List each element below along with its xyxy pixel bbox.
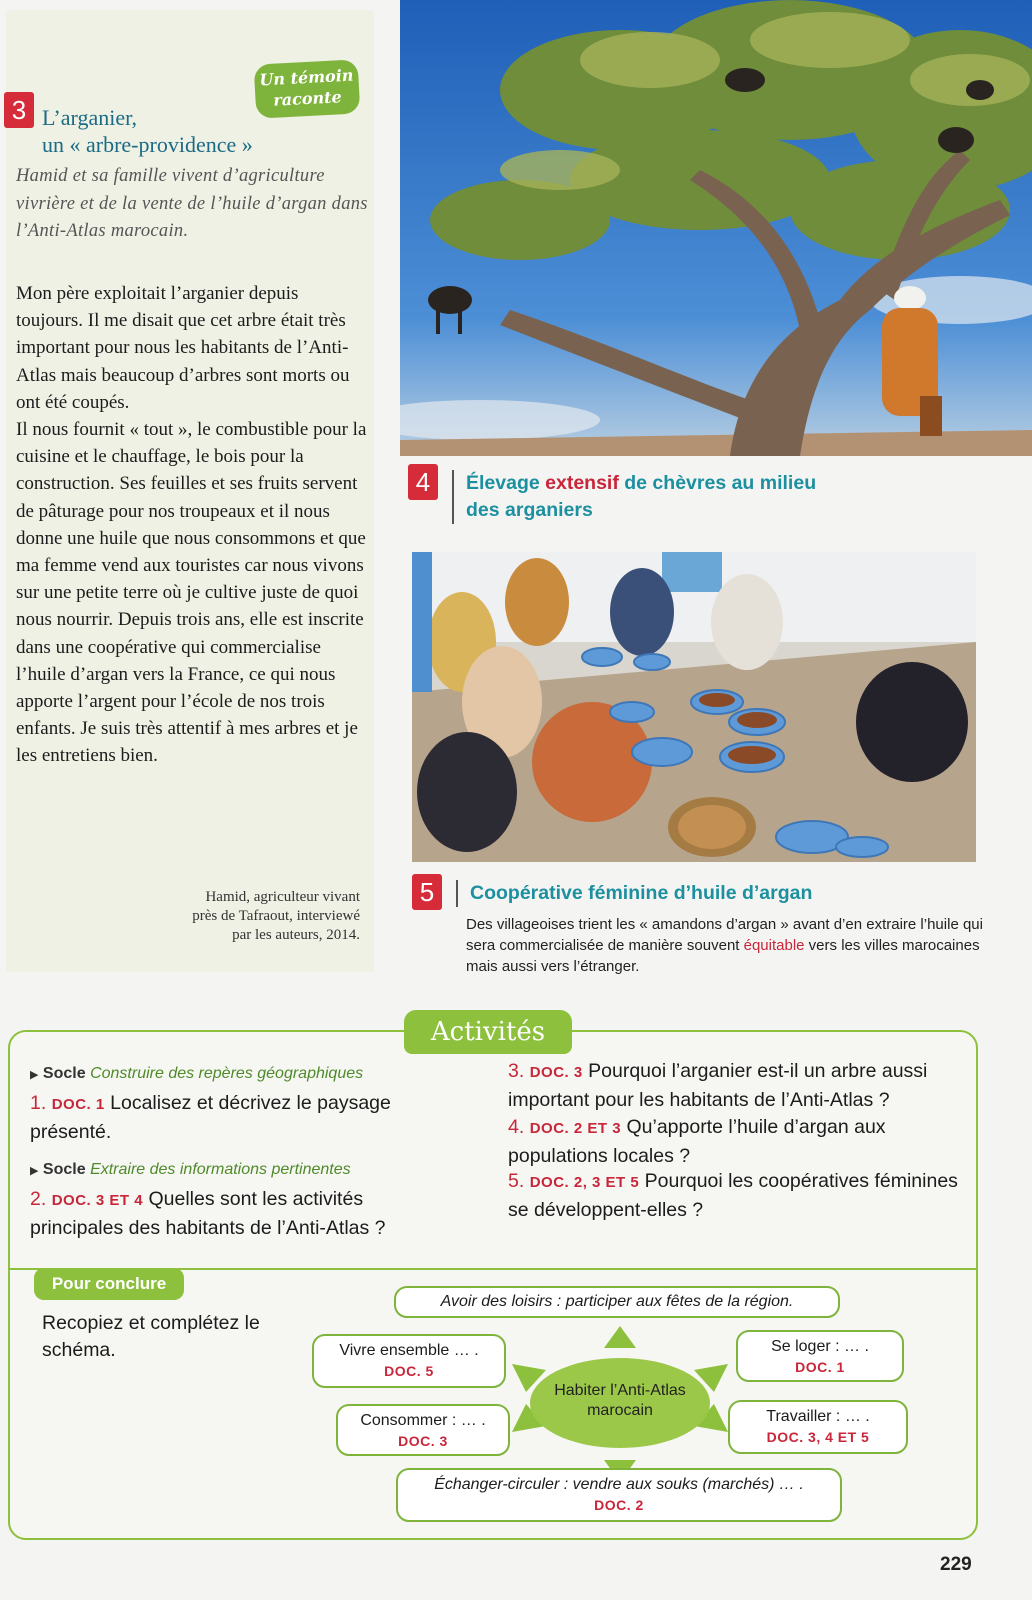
arrow-up-icon bbox=[604, 1326, 636, 1348]
q2-text: Quelles sont les activités principales des habitants de l’Anti-Atlas ? bbox=[30, 1188, 386, 1239]
q5-number: 5. bbox=[508, 1170, 525, 1192]
q1-doc-ref: DOC. 1 bbox=[51, 1096, 105, 1113]
q2-number: 2. bbox=[30, 1188, 47, 1210]
conclude-title: Pour conclure bbox=[34, 1268, 184, 1300]
source-line3: par les auteurs, 2014. bbox=[232, 927, 360, 943]
schema-loisirs-text: Avoir des loisirs : participer aux fêtes de la région. bbox=[440, 1293, 794, 1310]
schema-loger-doc: DOC. 1 bbox=[795, 1359, 845, 1375]
doc3-intro: Hamid et sa famille vivent d’agriculture vivrière et de la vente de l’huile d’argan dans l’Anti-Atlas marocain. bbox=[16, 166, 368, 241]
socle-2-text: Extraire des informations pertinentes bbox=[90, 1161, 351, 1178]
doc5-desc-part1: Des villageoises trient les « amandons d’argan » avant d’en extraire l’huile qui sera commercialisée de manière souvent bbox=[466, 916, 983, 954]
schema-travailler-doc: DOC. 3, 4 ET 5 bbox=[766, 1429, 870, 1445]
schema-consommer-text: Consommer : … . bbox=[360, 1412, 486, 1429]
doc5-desc-part2: vers les villes marocaines mais aussi vers l’étranger. bbox=[466, 937, 980, 975]
schema-vivre-text: Vivre ensemble … . bbox=[339, 1342, 479, 1359]
source-line1: Hamid, agriculteur vivant bbox=[205, 889, 360, 905]
q4-number: 4. bbox=[508, 1116, 525, 1138]
q3-doc-ref: DOC. 3 bbox=[529, 1064, 583, 1081]
q4-doc-ref: DOC. 2 ET 3 bbox=[529, 1120, 622, 1137]
doc5-number: 5 bbox=[412, 874, 442, 910]
schema-box-vivre bbox=[312, 1334, 506, 1388]
schema-loger-text: Se loger : … . bbox=[771, 1338, 869, 1355]
doc4-title-highlight: extensif bbox=[545, 472, 619, 494]
schema-echanger-text: Échanger-circuler : vendre aux souks (marchés) … . bbox=[434, 1476, 804, 1493]
q3-text: Pourquoi l’arganier est-il un arbre aussi important pour les habitants de l’Anti-Atlas ? bbox=[508, 1060, 928, 1111]
q5-text: Pourquoi les coopératives féminines se développent-elles ? bbox=[508, 1170, 958, 1221]
schema-echanger-doc: DOC. 2 bbox=[594, 1497, 644, 1513]
conclude-instruction: Recopiez et complétez le schéma. bbox=[42, 1312, 260, 1361]
doc5-desc-highlight: équitable bbox=[743, 937, 805, 954]
q1-text: Localisez et décrivez le paysage présenté. bbox=[30, 1092, 391, 1143]
badge-line1: Un témoin bbox=[258, 65, 354, 90]
schema-center-oval: Habiter l’Anti-Atlas marocain bbox=[530, 1358, 710, 1448]
doc3-title-line2: un « arbre-providence » bbox=[42, 132, 253, 157]
schema-vivre-doc: DOC. 5 bbox=[384, 1363, 434, 1379]
socle-1-label: Socle bbox=[42, 1065, 86, 1082]
schema-travailler-text: Travailler : … . bbox=[766, 1408, 870, 1425]
source-line2: près de Tafraout, interviewé bbox=[192, 908, 360, 924]
q1-number: 1. bbox=[30, 1092, 47, 1114]
schema-box-consommer bbox=[336, 1404, 510, 1456]
doc4-title-part2: de chèvres au milieu bbox=[618, 472, 817, 494]
doc5-title: Coopérative féminine d’huile d’argan bbox=[456, 880, 812, 907]
page-number: 229 bbox=[940, 1554, 972, 1575]
q5-doc-ref: DOC. 2, 3 ET 5 bbox=[529, 1174, 640, 1191]
schema-box-travailler bbox=[728, 1400, 908, 1454]
socle-2-label: Socle bbox=[42, 1161, 86, 1178]
q2-doc-ref: DOC. 3 ET 4 bbox=[51, 1192, 144, 1209]
doc4-number: 4 bbox=[408, 464, 438, 500]
schema-consommer-doc: DOC. 3 bbox=[398, 1433, 448, 1449]
schema-box-echanger bbox=[396, 1468, 842, 1522]
q4-text: Qu’apporte l’huile d’argan aux populations locales ? bbox=[508, 1116, 886, 1167]
doc3-paragraph-1: Mon père exploitait l’arganier depuis toujours. Il me disait que cet arbre était très important pour nous les habitants de l’Anti-Atlas mais beaucoup d’arbres sont morts ou ont été coupés. bbox=[16, 283, 350, 413]
doc3-paragraph-2: Il nous fournit « tout », le combustible pour la cuisine et le chauffage, le bois pour la construction. Ses feuilles et ses fruits servent de pâturage pour nos troupeaux et il nous donne une huile que nous consommons et que ma femme vend aux touristes car nous vivons sur une petite terre où je cultive juste de quoi nous nourrir. Depuis trois ans, elle est inscrite dans une coopérative qui commercialise l’huile d’argan vers la France, ce qui nous apporte l’argent pour l’école de nos trois enfants. Je suis très attentif à mes arbres et je les entretiens bien. bbox=[16, 419, 367, 767]
badge-line2: raconte bbox=[272, 87, 343, 110]
q3-number: 3. bbox=[508, 1060, 525, 1082]
schema-box-loisirs bbox=[394, 1286, 840, 1318]
doc4-title-part1: Élevage bbox=[466, 472, 546, 494]
doc3-title-line1: L’arganier, bbox=[42, 105, 138, 130]
socle-1-text: Construire des repères géographiques bbox=[90, 1065, 364, 1082]
triangle-bullet-icon: ▶ bbox=[30, 1069, 39, 1081]
activities-title: Activités bbox=[404, 1010, 572, 1054]
schema-box-loger bbox=[736, 1330, 904, 1382]
doc3-number: 3 bbox=[4, 92, 34, 128]
triangle-bullet-icon: ▶ bbox=[30, 1165, 39, 1177]
doc4-title-line2: des arganiers bbox=[466, 499, 593, 521]
